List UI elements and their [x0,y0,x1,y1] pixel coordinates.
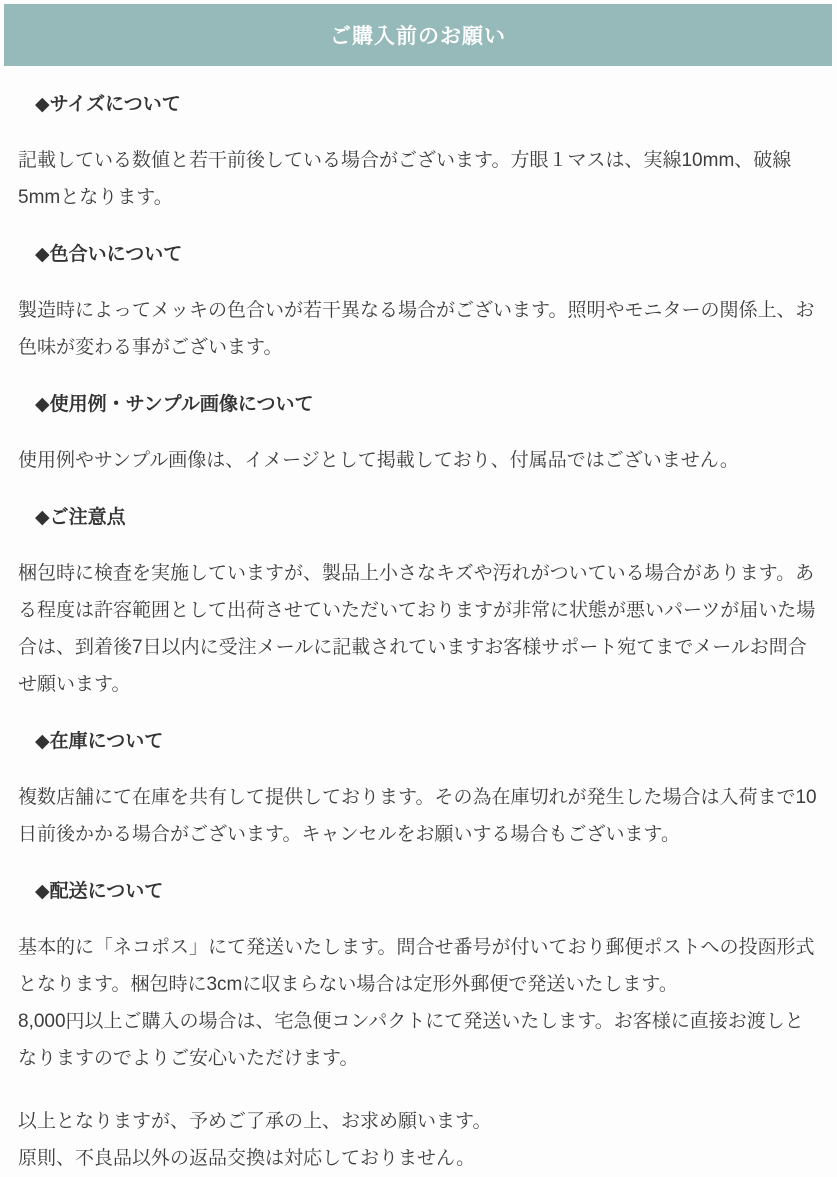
section-paragraph: 製造時によってメッキの色合いが若干異なる場合がございます。照明やモニターの関係上、お色味が変わる事がございます。 [18,300,815,358]
section-cautions [18,505,817,703]
section-paragraph: 使用例やサンプル画像は、イメージとして掲載しており、付属品ではございません。 [18,450,739,471]
section-heading-shipping: ◆配送について [35,881,164,902]
section-paragraph: 複数店舗にて在庫を共有して提供しております。その為在庫切れが発生した場合は入荷まで10日前後かかる場合がございます。キャンセルをお願いする場合もございます。 [18,787,817,845]
section-heading-cautions: ◆ご注意点 [35,507,126,528]
section-color [18,242,817,366]
section-paragraph: 8,000円以上ご購入の場合は、宅急便コンパクトにて発送いたします。お客様に直接お渡しとなりますのでよりご安心いただけます。 [18,1011,804,1069]
closing-line-1: 以上となりますが、予めご了承の上、お求め願います。 [18,1111,492,1132]
section-stock [18,729,817,853]
section-heading-sample-images: ◆使用例・サンプル画像について [35,394,314,415]
section-heading-color: ◆色合いについて [35,244,183,265]
section-paragraph: 梱包時に検査を実施していますが、製品上小さなキズや汚れがついている場合があります。ある程度は許容範囲として出荷させていただいておりますが非常に状態が悪いパーツが届いた場合は、到着後7日以内に受注メールに記載されていますお客様サポート宛てまでメールお問合せ願います。 [18,563,816,695]
closing-note [18,1103,817,1177]
notice-content [0,92,837,1177]
section-size [18,92,817,216]
page-title: ご購入前のお願い [330,25,506,48]
section-paragraph: 基本的に「ネコポス」にて発送いたします。問合せ番号が付いており郵便ポストへの投函形式となります。梱包時に3cmに収まらない場合は定形外郵便で発送いたします。 [18,937,815,995]
section-sample-images [18,392,817,479]
section-paragraph: 記載している数値と若干前後している場合がございます。方眼１マスは、実線10mm、破線5mmとなります。 [18,150,792,208]
page-title-banner [4,4,832,66]
section-heading-size: ◆サイズについて [35,94,181,115]
closing-line-2: 原則、不良品以外の返品交換は対応しておりません。 [18,1148,476,1169]
section-heading-stock: ◆在庫について [35,731,164,752]
section-shipping [18,879,817,1077]
